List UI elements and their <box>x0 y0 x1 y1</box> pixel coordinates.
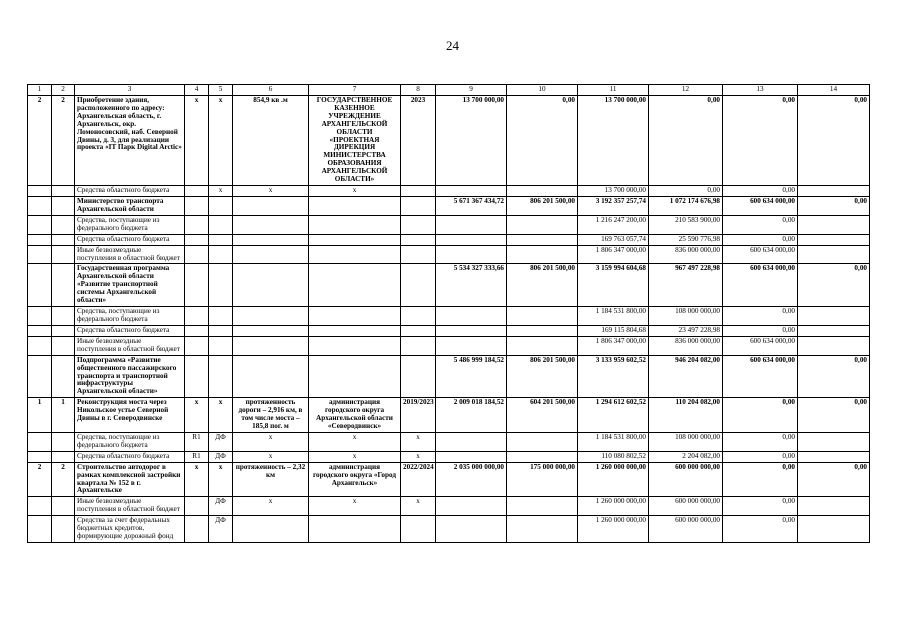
table-cell <box>401 516 436 543</box>
table-row <box>28 264 870 307</box>
table-cell <box>507 186 578 197</box>
table-cell <box>436 451 507 462</box>
table-cell: 1 216 247 200,00 <box>578 215 649 234</box>
table-cell <box>52 516 75 543</box>
table-cell <box>52 196 75 215</box>
table-cell: 0,00 <box>723 398 798 433</box>
table-cell <box>436 516 507 543</box>
table-cell: 108 000 000,00 <box>649 307 723 326</box>
table-cell: 0,00 <box>723 234 798 245</box>
table-cell: х <box>209 398 233 433</box>
table-cell <box>233 196 309 215</box>
table-cell <box>28 186 52 197</box>
table-cell <box>28 245 52 264</box>
table-row <box>28 245 870 264</box>
table-cell <box>185 186 209 197</box>
table-cell <box>52 336 75 355</box>
table-cell <box>28 451 52 462</box>
table-cell: администрация городского округа Архангельской области «Северодвинск» <box>309 398 401 433</box>
table-cell <box>309 516 401 543</box>
header-row <box>28 85 870 96</box>
table-cell: 0,00 <box>723 432 798 451</box>
table-cell <box>507 325 578 336</box>
table-cell: 0,00 <box>723 307 798 326</box>
table-cell: 1 806 347 000,00 <box>578 336 649 355</box>
table-cell <box>436 325 507 336</box>
table-cell <box>209 196 233 215</box>
table-cell: х <box>185 462 209 497</box>
header-cell: 6 <box>233 85 309 96</box>
table-cell: Реконструкция моста через Никольское устье Северной Двины в г. Северодвинске <box>75 398 185 433</box>
table-cell <box>28 325 52 336</box>
table-cell <box>52 234 75 245</box>
table-cell: 600 634 000,00 <box>723 336 798 355</box>
table-cell: 169 115 804,68 <box>578 325 649 336</box>
header-cell: 10 <box>507 85 578 96</box>
table-cell: 2 <box>28 95 52 185</box>
table-cell: ДФ <box>209 451 233 462</box>
table-cell <box>798 336 870 355</box>
table-cell <box>798 451 870 462</box>
header-cell: 2 <box>52 85 75 96</box>
table-cell: 600 634 000,00 <box>723 355 798 398</box>
table-cell <box>233 325 309 336</box>
header-cell: 3 <box>75 85 185 96</box>
table-cell: R1 <box>185 451 209 462</box>
table-cell: 0,00 <box>649 186 723 197</box>
table-cell <box>436 432 507 451</box>
table-cell <box>185 355 209 398</box>
table-cell <box>401 325 436 336</box>
table-cell <box>52 325 75 336</box>
table-cell <box>507 215 578 234</box>
table-cell <box>507 432 578 451</box>
table-cell: х <box>309 432 401 451</box>
table-cell <box>233 245 309 264</box>
table-cell: 3 159 994 604,68 <box>578 264 649 307</box>
table-cell: ГОСУДАРСТВЕННОЕ КАЗЕННОЕ УЧРЕЖДЕНИЕ АРХАНГЕЛЬСКОЙ ОБЛАСТИ «ПРОЕКТНАЯ ДИРЕКЦИЯ МИНИСТЕРСТВА ОБРАЗОВАНИЯ АРХАНГЕЛЬСКОЙ ОБЛАСТИ» <box>309 95 401 185</box>
table-cell <box>209 245 233 264</box>
table-cell <box>233 516 309 543</box>
table-cell: х <box>185 398 209 433</box>
table-cell: Средства за счет федеральных бюджетных кредитов, формирующие дорожный фонд <box>75 516 185 543</box>
table-cell: 0,00 <box>798 462 870 497</box>
table-cell: 13 700 000,00 <box>436 95 507 185</box>
table-cell <box>52 215 75 234</box>
table-cell: 110 204 082,00 <box>649 398 723 433</box>
table-cell: 946 204 082,00 <box>649 355 723 398</box>
table-row <box>28 215 870 234</box>
table-cell: 0,00 <box>649 95 723 185</box>
table-row <box>28 196 870 215</box>
table-cell <box>233 234 309 245</box>
table-cell: 23 497 228,98 <box>649 325 723 336</box>
table-cell <box>507 307 578 326</box>
table-cell: 175 000 000,00 <box>507 462 578 497</box>
table-cell: 0,00 <box>798 95 870 185</box>
table-cell: Средства, поступающие из федерального бюджета <box>75 215 185 234</box>
table-cell: 0,00 <box>798 398 870 433</box>
table-cell: х <box>209 186 233 197</box>
table-cell: 1 260 000 000,00 <box>578 497 649 516</box>
table-row <box>28 336 870 355</box>
table-cell <box>507 336 578 355</box>
table-cell <box>52 307 75 326</box>
table-row <box>28 398 870 433</box>
budget-table <box>27 84 870 543</box>
table-cell: 2 <box>52 95 75 185</box>
header-cell: 1 <box>28 85 52 96</box>
table-cell <box>401 307 436 326</box>
table-cell <box>507 245 578 264</box>
table-cell <box>209 264 233 307</box>
table-cell: 604 201 500,00 <box>507 398 578 433</box>
header-cell: 14 <box>798 85 870 96</box>
table-cell: 25 590 776,98 <box>649 234 723 245</box>
table-cell <box>436 336 507 355</box>
table-cell: Приобретение здания, расположенного по адресу: Архангельская область, г. Архангельск, окр. Ломоносовский, наб. Северной Двины, д. 3, для реализации проекта «IT Парк Digital Arctic» <box>75 95 185 185</box>
table-cell <box>436 234 507 245</box>
header-cell: 9 <box>436 85 507 96</box>
table-cell <box>185 336 209 355</box>
table-cell <box>185 307 209 326</box>
table-cell <box>798 432 870 451</box>
table-cell <box>309 196 401 215</box>
header-cell: 11 <box>578 85 649 96</box>
table-cell <box>28 307 52 326</box>
table-cell <box>28 432 52 451</box>
table-cell <box>233 355 309 398</box>
table-cell: 5 486 999 184,52 <box>436 355 507 398</box>
table-cell <box>309 215 401 234</box>
table-cell: х <box>233 497 309 516</box>
table-cell: протяженность дороги – 2,916 км, в том числе моста – 185,8 пог. м <box>233 398 309 433</box>
table-cell: 806 201 500,00 <box>507 196 578 215</box>
table-cell <box>209 234 233 245</box>
header-cell: 4 <box>185 85 209 96</box>
table-cell <box>28 215 52 234</box>
table-cell <box>436 497 507 516</box>
table-cell <box>798 325 870 336</box>
table-cell: 0,00 <box>723 325 798 336</box>
table-cell: 0,00 <box>723 95 798 185</box>
table-cell <box>798 234 870 245</box>
table-cell: Средства, поступающие из федерального бюджета <box>75 432 185 451</box>
table-cell: 2 <box>28 462 52 497</box>
table-cell <box>185 234 209 245</box>
table-cell <box>209 325 233 336</box>
table-cell: Иные безвозмездные поступления в областной бюджет <box>75 245 185 264</box>
table-cell <box>507 497 578 516</box>
table-cell: протяженность – 2,32 км <box>233 462 309 497</box>
table-cell: 1 184 531 800,00 <box>578 432 649 451</box>
table-cell <box>507 451 578 462</box>
table-cell: 2 035 000 000,00 <box>436 462 507 497</box>
table-cell: 600 634 000,00 <box>723 196 798 215</box>
table-cell <box>185 196 209 215</box>
header-cell: 7 <box>309 85 401 96</box>
table-cell <box>28 336 52 355</box>
table-cell: 0,00 <box>723 516 798 543</box>
table-cell <box>798 497 870 516</box>
table-row <box>28 516 870 543</box>
table-cell: 0,00 <box>798 196 870 215</box>
table-cell <box>185 264 209 307</box>
table-cell <box>52 245 75 264</box>
table-cell <box>209 355 233 398</box>
table-row <box>28 432 870 451</box>
table-cell <box>185 497 209 516</box>
table-cell <box>52 186 75 197</box>
table-cell: 600 000 000,00 <box>649 497 723 516</box>
table-cell: х <box>309 497 401 516</box>
table-cell <box>52 264 75 307</box>
header-cell: 8 <box>401 85 436 96</box>
header-cell: 5 <box>209 85 233 96</box>
table-cell: 600 000 000,00 <box>649 462 723 497</box>
table-row <box>28 325 870 336</box>
table-cell: 1 072 174 676,98 <box>649 196 723 215</box>
page-number: 24 <box>446 38 459 53</box>
table-cell: 967 497 228,98 <box>649 264 723 307</box>
table-cell: 806 201 500,00 <box>507 355 578 398</box>
table-cell <box>52 432 75 451</box>
table-cell <box>436 245 507 264</box>
table-cell: 2019/2023 <box>401 398 436 433</box>
table-cell: 1 <box>52 398 75 433</box>
table-cell <box>52 451 75 462</box>
table-cell: 2022/2024 <box>401 462 436 497</box>
table-cell <box>401 245 436 264</box>
table-cell <box>28 264 52 307</box>
table-cell <box>185 516 209 543</box>
table-cell: 836 000 000,00 <box>649 245 723 264</box>
table-cell: 5 534 327 333,66 <box>436 264 507 307</box>
table-cell <box>209 336 233 355</box>
table-cell <box>798 186 870 197</box>
table-cell: 600 000 000,00 <box>649 516 723 543</box>
table-cell <box>309 264 401 307</box>
table-cell: 600 634 000,00 <box>723 245 798 264</box>
table-cell: х <box>233 451 309 462</box>
table-cell <box>28 234 52 245</box>
table-cell <box>401 215 436 234</box>
table-cell: Средства областного бюджета <box>75 451 185 462</box>
table-cell: Министерство транспорта Архангельской области <box>75 196 185 215</box>
table-cell: 210 583 900,00 <box>649 215 723 234</box>
table-cell: Иные безвозмездные поступления в областной бюджет <box>75 497 185 516</box>
table-cell: 2 <box>52 462 75 497</box>
table-cell <box>401 264 436 307</box>
table-cell: 0,00 <box>723 497 798 516</box>
table-cell <box>401 355 436 398</box>
table-cell: Государственная программа Архангельской области «Развитие транспортной системы Архангельской области» <box>75 264 185 307</box>
table-cell <box>28 196 52 215</box>
table-cell: 0,00 <box>798 355 870 398</box>
table-cell: 110 080 802,52 <box>578 451 649 462</box>
table-cell: х <box>209 95 233 185</box>
table-cell <box>28 516 52 543</box>
table-cell: Средства областного бюджета <box>75 186 185 197</box>
table-cell: 169 763 057,74 <box>578 234 649 245</box>
table-cell: Средства, поступающие из федерального бюджета <box>75 307 185 326</box>
table-row <box>28 307 870 326</box>
table-cell: 806 201 500,00 <box>507 264 578 307</box>
table-cell: администрация городского округа «Город Архангельск» <box>309 462 401 497</box>
table-cell: 0,00 <box>723 451 798 462</box>
table-cell: 0,00 <box>723 215 798 234</box>
table-cell <box>401 234 436 245</box>
table-cell <box>401 186 436 197</box>
table-cell <box>209 215 233 234</box>
table-cell <box>309 336 401 355</box>
table-cell <box>507 234 578 245</box>
table-cell: 0,00 <box>723 186 798 197</box>
table-row <box>28 451 870 462</box>
table-cell: 108 000 000,00 <box>649 432 723 451</box>
table-cell: 854,9 кв .м <box>233 95 309 185</box>
table-cell: 13 700 000,00 <box>578 186 649 197</box>
table-cell: 1 260 000 000,00 <box>578 462 649 497</box>
table-cell: 5 671 367 434,72 <box>436 196 507 215</box>
table-cell: ДФ <box>209 516 233 543</box>
table-cell: 3 192 357 257,74 <box>578 196 649 215</box>
table-cell <box>309 234 401 245</box>
table-cell <box>233 307 309 326</box>
table-cell <box>52 355 75 398</box>
table-cell <box>798 516 870 543</box>
table-cell <box>798 307 870 326</box>
table-row <box>28 462 870 497</box>
table-cell: Средства областного бюджета <box>75 325 185 336</box>
table-row <box>28 234 870 245</box>
table-cell: 0,00 <box>507 95 578 185</box>
table-cell: х <box>185 95 209 185</box>
table-cell: Иные безвозмездные поступления в областной бюджет <box>75 336 185 355</box>
table-cell: х <box>401 451 436 462</box>
table-cell <box>52 497 75 516</box>
table-cell: 1 184 531 800,00 <box>578 307 649 326</box>
table-cell: х <box>401 497 436 516</box>
table-cell: 0,00 <box>798 264 870 307</box>
table-row <box>28 497 870 516</box>
table-cell <box>798 215 870 234</box>
table-cell: 836 000 000,00 <box>649 336 723 355</box>
table-cell <box>401 196 436 215</box>
table-cell: Средства областного бюджета <box>75 234 185 245</box>
table-cell: ДФ <box>209 432 233 451</box>
table-cell <box>436 186 507 197</box>
table-cell <box>309 307 401 326</box>
table-cell: х <box>309 186 401 197</box>
table-cell <box>209 307 233 326</box>
table-cell: R1 <box>185 432 209 451</box>
table-cell <box>28 355 52 398</box>
table-cell: 2 009 018 184,52 <box>436 398 507 433</box>
table-cell: 2 204 082,00 <box>649 451 723 462</box>
table-cell <box>436 215 507 234</box>
table-cell <box>507 516 578 543</box>
table-cell: 1 260 000 000,00 <box>578 516 649 543</box>
table-cell: 13 700 000,00 <box>578 95 649 185</box>
table-cell <box>233 336 309 355</box>
table-cell <box>185 215 209 234</box>
table-cell: 600 634 000,00 <box>723 264 798 307</box>
table-cell <box>185 325 209 336</box>
table-cell <box>436 307 507 326</box>
table-cell: х <box>233 186 309 197</box>
table-row <box>28 355 870 398</box>
table-cell: 3 133 959 602,52 <box>578 355 649 398</box>
table-cell: Подпрограмма «Развитие общественного пассажирского транспорта и транспортной инфраструктуры Архангельской области» <box>75 355 185 398</box>
table-cell: х <box>309 451 401 462</box>
table-cell: ДФ <box>209 497 233 516</box>
table-cell: Строительство автодорог в рамках комплексной застройки квартала № 152 в г. Архангельске <box>75 462 185 497</box>
table-cell <box>185 245 209 264</box>
table-cell <box>401 336 436 355</box>
table-row <box>28 95 870 185</box>
table-cell: 0,00 <box>723 462 798 497</box>
table-cell <box>309 355 401 398</box>
table-cell <box>233 215 309 234</box>
table-cell: 1 <box>28 398 52 433</box>
table-cell <box>28 497 52 516</box>
header-cell: 13 <box>723 85 798 96</box>
table-cell: х <box>209 462 233 497</box>
table-cell <box>309 245 401 264</box>
table-cell <box>309 325 401 336</box>
table-cell: 2023 <box>401 95 436 185</box>
table-cell: х <box>401 432 436 451</box>
table-cell <box>233 264 309 307</box>
table-cell: 1 294 612 602,52 <box>578 398 649 433</box>
header-cell: 12 <box>649 85 723 96</box>
table-cell <box>798 245 870 264</box>
table-row <box>28 186 870 197</box>
table-cell: х <box>233 432 309 451</box>
table-cell: 1 806 347 000,00 <box>578 245 649 264</box>
